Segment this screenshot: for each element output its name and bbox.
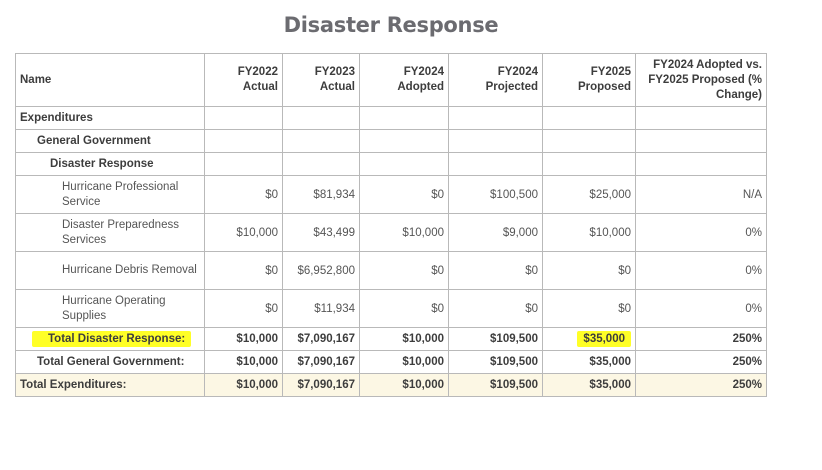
cell-value: $0	[543, 252, 636, 290]
section-label: General Government	[16, 130, 205, 153]
cell-value: $0	[205, 252, 283, 290]
cell-value: 0%	[636, 214, 767, 252]
cell-value: $81,934	[283, 176, 360, 214]
total-row-general-government	[16, 351, 767, 374]
section-label: Expenditures	[16, 107, 205, 130]
header-fy2024-projected: FY2024 Projected	[449, 54, 543, 107]
section-row-disaster-response	[16, 153, 767, 176]
line-item-name: Disaster Preparedness Services	[16, 214, 205, 252]
cell-value: $109,500	[449, 351, 543, 374]
cell-value: $0	[205, 290, 283, 328]
header-fy2025-proposed: FY2025 Proposed	[543, 54, 636, 107]
cell-value: $10,000	[360, 328, 449, 351]
section-row-general-government	[16, 130, 767, 153]
cell-value: 250%	[636, 351, 767, 374]
highlighted-total-label: Total Disaster Response:	[32, 331, 191, 347]
total-label: Total General Government:	[16, 351, 205, 374]
header-fy2024-adopted: FY2024 Adopted	[360, 54, 449, 107]
total-label-cell	[16, 328, 205, 351]
cell-value: $10,000	[205, 374, 283, 397]
header-fy2022-actual: FY2022 Actual	[205, 54, 283, 107]
cell-value: $6,952,800	[283, 252, 360, 290]
cell-value: $100,500	[449, 176, 543, 214]
header-name: Name	[16, 54, 205, 107]
cell-value: $10,000	[205, 214, 283, 252]
cell-value: $10,000	[360, 374, 449, 397]
cell-value: $9,000	[449, 214, 543, 252]
line-item-name: Hurricane Professional Service	[16, 176, 205, 214]
cell-value: $7,090,167	[283, 374, 360, 397]
total-label: Total Expenditures:	[16, 374, 205, 397]
cell-value: $0	[449, 290, 543, 328]
page-title: Disaster Response	[283, 13, 499, 37]
section-row-expenditures	[16, 107, 767, 130]
cell-value: $0	[360, 252, 449, 290]
cell-value: $10,000	[205, 351, 283, 374]
line-item-name: Hurricane Operating Supplies	[16, 290, 205, 328]
cell-value-cell	[543, 328, 636, 351]
cell-value: $0	[543, 290, 636, 328]
cell-value: 0%	[636, 290, 767, 328]
cell-value: $10,000	[543, 214, 636, 252]
cell-value: $10,000	[360, 351, 449, 374]
cell-value: $35,000	[543, 351, 636, 374]
cell-value: $7,090,167	[283, 328, 360, 351]
cell-value: $7,090,167	[283, 351, 360, 374]
table-row	[16, 252, 767, 290]
total-row-disaster-response	[16, 328, 767, 351]
cell-value: $43,499	[283, 214, 360, 252]
header-row	[16, 54, 767, 107]
cell-value: N/A	[636, 176, 767, 214]
line-item-name: Hurricane Debris Removal	[16, 252, 205, 290]
cell-value: 0%	[636, 252, 767, 290]
cell-value: $10,000	[205, 328, 283, 351]
cell-value: $10,000	[360, 214, 449, 252]
cell-value: $35,000	[543, 374, 636, 397]
header-percent-change: FY2024 Adopted vs. FY2025 Proposed (% Change)	[636, 54, 767, 107]
cell-value: $25,000	[543, 176, 636, 214]
table-row	[16, 176, 767, 214]
cell-value: $0	[360, 176, 449, 214]
budget-table	[15, 53, 767, 397]
cell-value: 250%	[636, 328, 767, 351]
table-row	[16, 290, 767, 328]
cell-value: $0	[449, 252, 543, 290]
cell-value: 250%	[636, 374, 767, 397]
cell-value: $0	[205, 176, 283, 214]
cell-value: $109,500	[449, 374, 543, 397]
header-fy2023-actual: FY2023 Actual	[283, 54, 360, 107]
table-row	[16, 214, 767, 252]
cell-value: $0	[360, 290, 449, 328]
section-label: Disaster Response	[16, 153, 205, 176]
cell-value: $109,500	[449, 328, 543, 351]
highlighted-total-value: $35,000	[577, 331, 631, 347]
cell-value: $11,934	[283, 290, 360, 328]
total-row-expenditures	[16, 374, 767, 397]
